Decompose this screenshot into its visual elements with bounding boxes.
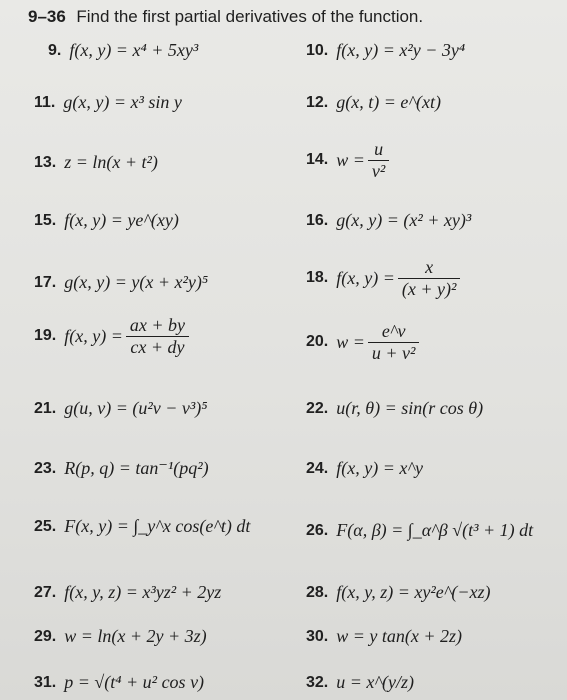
problem-expression: f(x, y) = x²y − 3y⁴ (336, 40, 466, 60)
problem-22 (306, 398, 483, 419)
problem-expression: g(x, y) = y(x + x²y)⁵ (64, 272, 209, 292)
fraction-numerator: e^v (381, 321, 406, 341)
problem-24 (306, 458, 423, 479)
problem-32 (306, 672, 414, 693)
problem-number: 25. (34, 517, 57, 535)
problem-21 (34, 398, 208, 419)
problem-number: 20. (306, 333, 329, 351)
fraction-denominator: v² (368, 160, 389, 181)
problem-expression: g(x, y) = x³ sin y (63, 92, 182, 112)
problem-11 (34, 92, 182, 113)
problem-19 (34, 316, 192, 357)
fraction (398, 258, 461, 299)
fraction (126, 316, 189, 357)
problem-number: 22. (306, 399, 329, 417)
problem-number: 18. (306, 269, 329, 287)
problem-expression: g(u, v) = (u²v − v³)⁵ (64, 398, 208, 418)
problem-20 (306, 322, 422, 363)
problem-number: 30. (306, 627, 329, 645)
problem-31 (34, 672, 204, 693)
problem-number: 26. (306, 521, 329, 539)
exercise-header (28, 6, 557, 27)
problem-15 (34, 210, 179, 231)
fraction-numerator: ax + by (129, 315, 185, 335)
problem-number: 11. (34, 93, 56, 111)
fraction-denominator: cx + dy (126, 336, 188, 357)
problem-expression: F(x, y) = ∫_y^x cos(e^t) dt (64, 516, 251, 536)
fraction-numerator: u (374, 139, 384, 159)
problem-number: 19. (34, 327, 57, 345)
problem-expression: R(p, q) = tan⁻¹(pq²) (64, 458, 209, 478)
problem-expression: g(x, t) = e^(xt) (336, 92, 441, 112)
problem-number: 23. (34, 459, 57, 477)
problem-23 (34, 458, 209, 479)
problem-expression: z = ln(x + t²) (64, 152, 158, 172)
problem-25 (34, 516, 250, 537)
problem-number: 32. (306, 673, 329, 691)
exercise-range: 9–36 (28, 7, 66, 26)
problem-14 (306, 140, 392, 181)
fraction (368, 322, 420, 363)
problem-lhs: f(x, y) = (336, 267, 395, 288)
problem-29 (34, 626, 207, 647)
problem-number: 24. (306, 459, 329, 477)
problem-expression: F(α, β) = ∫_α^β √(t³ + 1) dt (336, 520, 534, 540)
problem-number: 14. (306, 151, 329, 169)
problem-lhs: w = (336, 149, 365, 170)
problem-number: 15. (34, 211, 57, 229)
problem-number: 17. (34, 273, 57, 291)
problem-18 (306, 258, 463, 299)
problem-26 (306, 520, 533, 541)
problem-12 (306, 92, 441, 113)
problem-number: 9. (48, 41, 62, 59)
problem-9 (48, 40, 198, 61)
problem-27 (34, 582, 221, 603)
problem-expression: p = √(t⁴ + u² cos v) (64, 672, 205, 692)
problem-expression: u = x^(y/z) (336, 672, 414, 692)
fraction-denominator: (x + y)² (398, 278, 461, 299)
problem-number: 27. (34, 583, 57, 601)
fraction-numerator: x (425, 257, 434, 277)
exercise-instruction: Find the first partial derivatives of the function. (76, 7, 424, 26)
problem-16 (306, 210, 471, 231)
problem-number: 12. (306, 93, 329, 111)
problem-expression: g(x, y) = (x² + xy)³ (336, 210, 472, 230)
problem-expression: f(x, y) = x⁴ + 5xy³ (69, 40, 199, 60)
problem-lhs: f(x, y) = (64, 325, 123, 346)
problem-expression: u(r, θ) = sin(r cos θ) (336, 398, 484, 418)
problem-number: 28. (306, 583, 329, 601)
problem-expression: w = ln(x + 2y + 3z) (64, 626, 207, 646)
problem-13 (34, 152, 158, 173)
fraction-denominator: u + v² (368, 342, 420, 363)
fraction (368, 140, 389, 181)
problem-expression: f(x, y, z) = xy²e^(−xz) (336, 582, 491, 602)
problem-28 (306, 582, 490, 603)
problem-expression: f(x, y) = ye^(xy) (64, 210, 179, 230)
problem-10 (306, 40, 465, 61)
problem-number: 21. (34, 399, 57, 417)
problem-expression: f(x, y, z) = x³yz² + 2yz (64, 582, 222, 602)
problem-number: 10. (306, 41, 329, 59)
problem-expression: f(x, y) = x^y (336, 458, 423, 478)
problem-17 (34, 272, 208, 293)
problem-30 (306, 626, 462, 647)
problem-expression: w = y tan(x + 2z) (336, 626, 463, 646)
problem-lhs: w = (336, 331, 365, 352)
problem-number: 31. (34, 673, 57, 691)
problem-number: 13. (34, 153, 57, 171)
problem-number: 16. (306, 211, 329, 229)
problem-number: 29. (34, 627, 57, 645)
